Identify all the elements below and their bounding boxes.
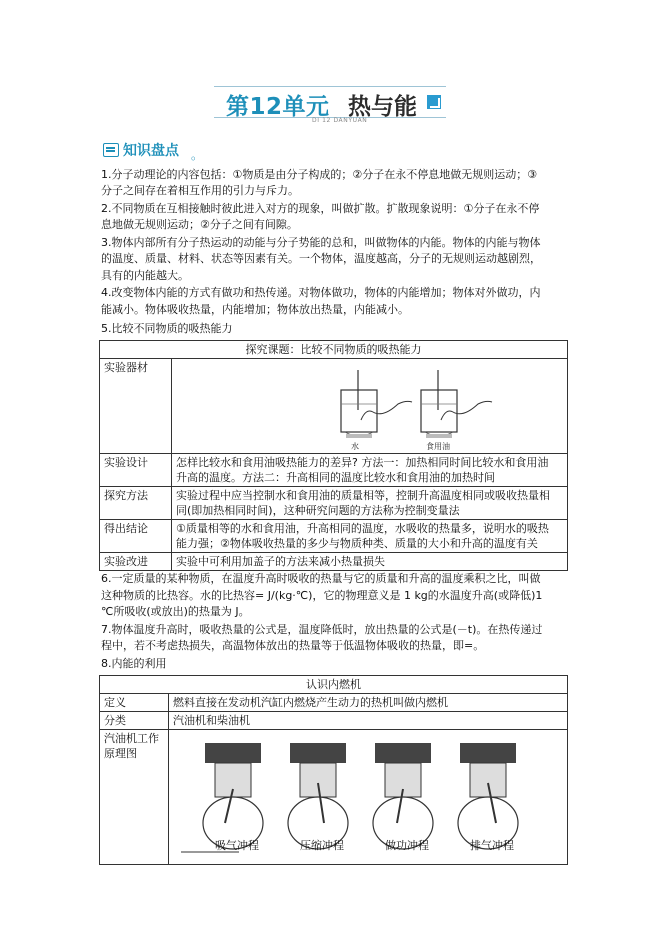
row-text-line: 实验过程中应当控制水和食用油的质量相等，控制升高温度相同或吸收热量相 bbox=[176, 489, 550, 502]
row-label: 探究方法 bbox=[100, 487, 172, 520]
text-line: 这种物质的比热容。水的比热容= J/(kg·℃)，它的物理意义是 1 kg的水温度升高(或降低)1 bbox=[101, 589, 543, 602]
row-content bbox=[172, 520, 568, 553]
engine-stroke-diagram bbox=[173, 731, 563, 859]
text-line: 8.内能的利用 bbox=[101, 657, 167, 670]
oil-beaker bbox=[421, 370, 492, 438]
row-text-line: 同(即加热相同时间)，这种研究问题的方法称为控制变量法 bbox=[176, 504, 460, 517]
notebook-icon bbox=[103, 143, 119, 157]
stroke-label: 吸气冲程 bbox=[215, 839, 259, 852]
stroke-label: 排气冲程 bbox=[470, 839, 514, 852]
row-content: 实验中可利用加盖子的方法来减小热量损失 bbox=[172, 553, 568, 571]
table-title: 探究课题：比较不同物质的吸热能力 bbox=[100, 341, 568, 359]
unit-subject: 热与能 bbox=[348, 94, 417, 120]
row-text-line: 怎样比较水和食用油吸热能力的差异? 方法一：加热相同时间比较水和食用油 bbox=[176, 456, 549, 469]
experiment-table bbox=[99, 340, 568, 571]
unit-pinyin: DI 12 DANYUAN bbox=[312, 117, 368, 124]
text-line: 的温度、质量、材料、状态等因素有关。一个物体，温度越高，分子的无规则运动越剧烈， bbox=[101, 252, 541, 265]
engine-stroke-figure bbox=[169, 730, 568, 865]
title-bar bbox=[214, 86, 446, 118]
text-line: 分子之间存在着相互作用的引力与斥力。 bbox=[101, 184, 299, 197]
water-beaker bbox=[341, 370, 412, 438]
beaker-diagram bbox=[176, 360, 556, 452]
unit-title-banner bbox=[214, 86, 446, 128]
stroke-label: 压缩冲程 bbox=[300, 839, 344, 852]
row-label: 实验器材 bbox=[100, 359, 172, 454]
row-content: 燃料直接在发动机汽缸内燃烧产生动力的热机叫做内燃机 bbox=[169, 694, 568, 712]
text-line: 程中，若不考虑热损失，高温物体放出的热量等于低温物体吸收的热量，即=。 bbox=[101, 639, 485, 652]
text-line: 2.不同物质在互相接触时彼此进入对方的现象，叫做扩散。扩散现象说明：①分子在永不停 bbox=[101, 202, 540, 215]
stroke-label: 做功冲程 bbox=[385, 839, 429, 852]
row-label: 得出结论 bbox=[100, 520, 172, 553]
unit-number: 第12单元 bbox=[226, 94, 330, 120]
row-content bbox=[172, 454, 568, 487]
row-text-line: 能力强；②物体吸收热量的多少与物质种类、质量的大小和升高的温度有关 bbox=[176, 537, 538, 550]
text-line: 具有的内能越大。 bbox=[101, 269, 189, 282]
corner-arrow-icon bbox=[427, 95, 441, 109]
row-label: 实验设计 bbox=[100, 454, 172, 487]
engine-icon bbox=[203, 743, 263, 849]
row-label: 定义 bbox=[100, 694, 169, 712]
row-label: 实验改进 bbox=[100, 553, 172, 571]
text-line: 5.比较不同物质的吸热能力 bbox=[101, 322, 233, 335]
row-content bbox=[172, 487, 568, 520]
table-title: 认识内燃机 bbox=[100, 676, 568, 694]
text-line: 1.分子动理论的内容包括：①物质是由分子构成的；②分子在永不停息地做无规则运动；③ bbox=[101, 168, 538, 181]
text-line: ℃所吸收(或放出)的热量为 J。 bbox=[101, 605, 250, 618]
row-label: 分类 bbox=[100, 712, 169, 730]
engine-icon bbox=[458, 743, 518, 849]
text-line: 息地做无规则运动；②分子之间有间隙。 bbox=[101, 218, 298, 231]
row-text-line: ①质量相等的水和食用油，升高相同的温度，水吸收的热量多，说明水的吸热 bbox=[176, 522, 549, 535]
text-line: 3.物体内部所有分子热运动的动能与分子势能的总和，叫做物体的内能。物体的内能与物体 bbox=[101, 236, 541, 249]
row-text-line: 升高的温度。方法二：升高相同的温度比较水和食用油的加热时间 bbox=[176, 471, 495, 484]
decorative-dot-icon: 。 bbox=[191, 148, 204, 162]
water-label: 水 bbox=[351, 442, 359, 451]
text-line: 能减小。物体吸收热量，内能增加；物体放出热量，内能减小。 bbox=[101, 303, 409, 316]
text-line: 4.改变物体内能的方式有做功和热传递。对物体做功，物体的内能增加；物体对外做功，内 bbox=[101, 286, 541, 299]
text-line: 6.一定质量的某种物质，在温度升高时吸收的热量与它的质量和升高的温度乘积之比，叫做 bbox=[101, 572, 541, 585]
engine-icon bbox=[288, 743, 348, 849]
text-line: 7.物体温度升高时，吸收热量的公式是，温度降低时，放出热量的公式是(－t)。在热传递过 bbox=[101, 623, 543, 636]
apparatus-figure bbox=[172, 359, 568, 454]
row-content: 汽油机和柴油机 bbox=[169, 712, 568, 730]
row-label: 汽油机工作原理图 bbox=[100, 730, 169, 865]
section-title: 知识盘点 bbox=[123, 143, 179, 159]
engine-icon bbox=[373, 743, 433, 849]
oil-label: 食用油 bbox=[426, 442, 450, 451]
engine-table bbox=[99, 675, 568, 865]
